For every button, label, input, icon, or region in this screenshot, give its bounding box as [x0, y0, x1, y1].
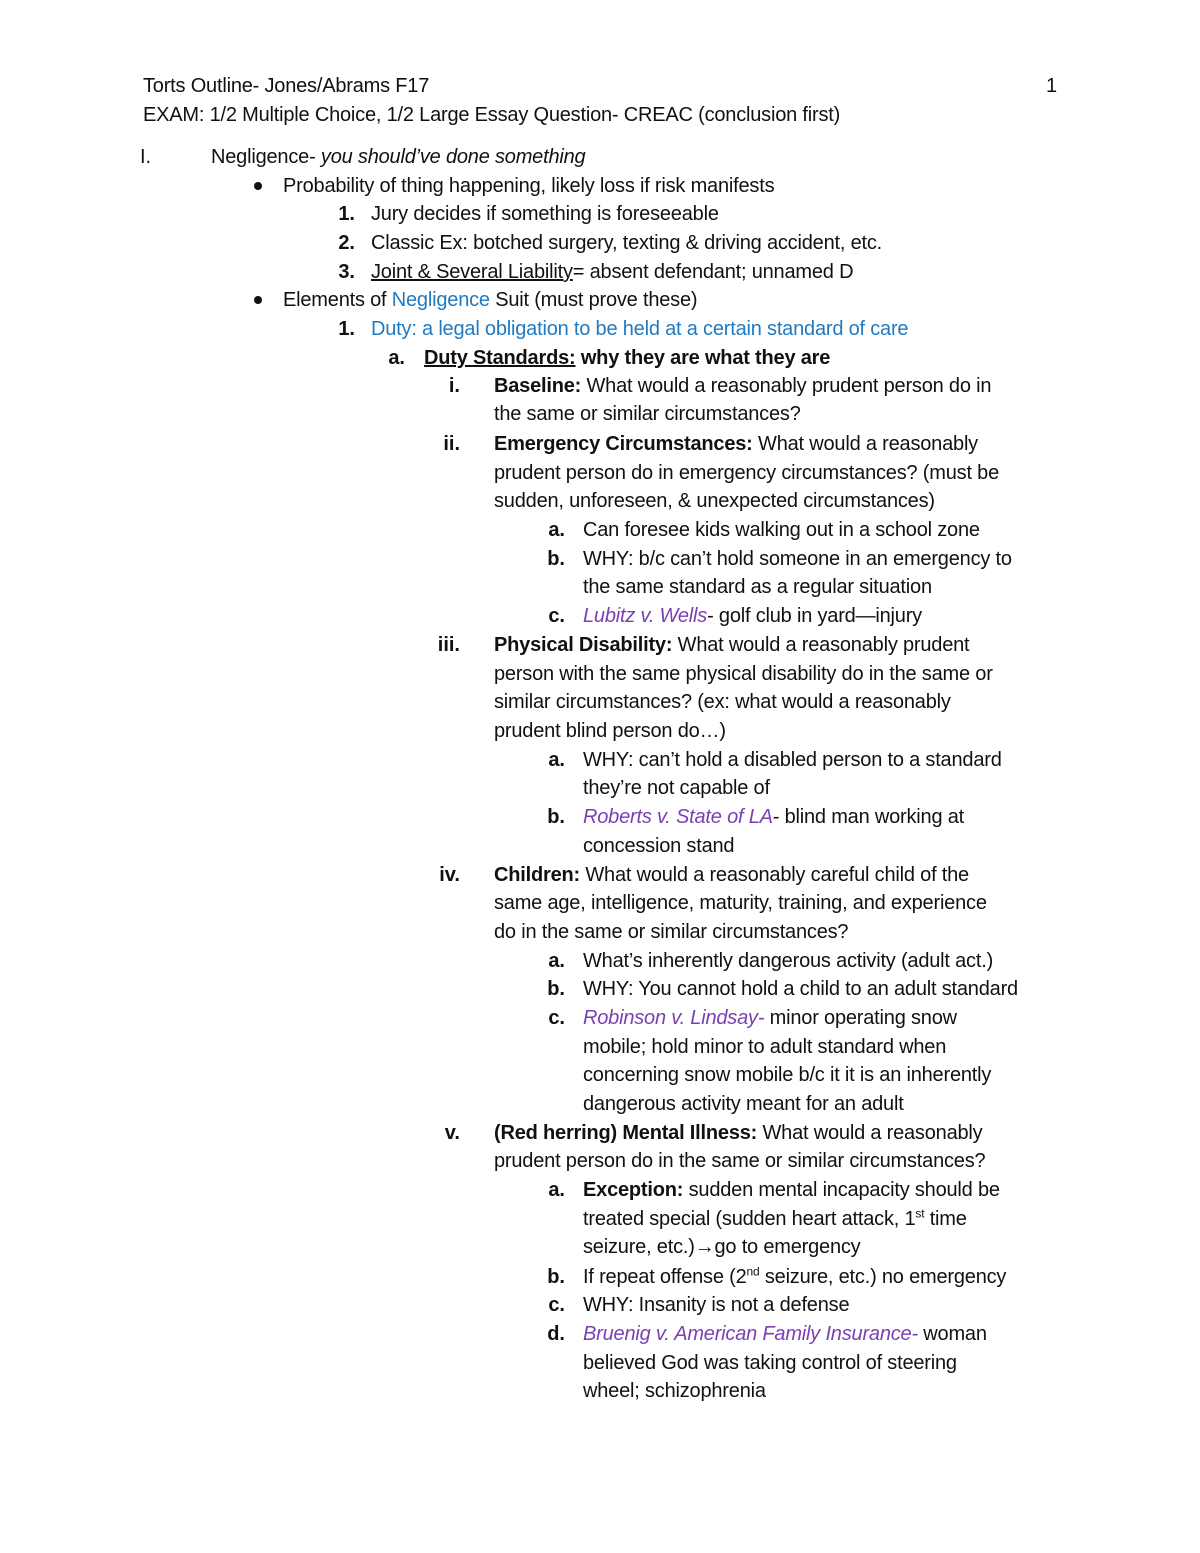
- case-summary: woman: [917, 1323, 987, 1345]
- elements-highlight: Negligence: [391, 289, 490, 311]
- list-item-joint-several: [371, 258, 853, 286]
- document-title: Torts Outline- Jones/Abrams F17: [143, 75, 430, 97]
- baseline-text: What would a reasonably prudent person do in: [581, 375, 992, 397]
- duty-standards-label: Duty Standards:: [424, 347, 576, 369]
- page-number: 1: [1046, 75, 1057, 97]
- list-item-jury: Jury decides if something is foreseeable: [371, 203, 719, 225]
- list-marker: d.: [547, 1323, 565, 1345]
- children-sub-c-line-3: concerning snow mobile b/c it it is an inherently: [583, 1064, 992, 1086]
- emergency-text: What would a reasonably: [752, 433, 978, 455]
- repeat-text-b: seizure, etc.) no emergency: [759, 1266, 1007, 1288]
- exception-text: sudden mental incapacity should be: [683, 1179, 1000, 1201]
- list-marker: v.: [444, 1122, 460, 1144]
- list-marker: iv.: [439, 864, 460, 886]
- mental-label: (Red herring) Mental Illness:: [494, 1122, 758, 1144]
- list-marker: b.: [547, 806, 565, 828]
- mental-sub-c: WHY: Insanity is not a defense: [583, 1294, 850, 1316]
- exception-text-2a: treated special (sudden heart attack, 1: [583, 1208, 916, 1230]
- list-marker: 3.: [338, 261, 355, 283]
- physical-text: What would a reasonably prudent: [672, 634, 970, 656]
- duty-standards-heading: [424, 344, 830, 372]
- duty-standards-text: why they are what they are: [575, 347, 831, 369]
- mental-sub-d-line-3: wheel; schizophrenia: [583, 1380, 766, 1402]
- term-joint-several: Joint & Several Liability: [371, 261, 573, 283]
- physical-label: Physical Disability:: [494, 634, 673, 656]
- list-marker: c.: [548, 605, 565, 627]
- list-marker: 2.: [338, 232, 355, 254]
- baseline-line-2: the same or similar circumstances?: [494, 403, 801, 425]
- list-marker: a.: [548, 519, 565, 541]
- ordinal-suffix: st: [915, 1206, 925, 1221]
- children-line-2: same age, intelligence, maturity, training, and experience: [494, 892, 987, 914]
- case-summary: minor operating snow: [764, 1007, 957, 1029]
- list-item-classic-ex: Classic Ex: botched surgery, texting & driving accident, etc.: [371, 232, 883, 254]
- physical-line-4: prudent blind person do…): [494, 720, 726, 742]
- section-heading-negligence: [211, 143, 585, 171]
- case-name: Bruenig v. American Family Insurance-: [583, 1323, 918, 1345]
- children-sub-c-line-2: mobile; hold minor to adult standard when: [583, 1036, 947, 1058]
- list-marker: i.: [448, 375, 460, 397]
- bullet-elements: [283, 286, 697, 314]
- list-marker: c.: [548, 1294, 565, 1316]
- mental-line-1: [494, 1119, 982, 1147]
- children-sub-c-line-1: [583, 1004, 957, 1032]
- exam-format-line: EXAM: 1/2 Multiple Choice, 1/2 Large Essay Question- CREAC (conclusion first): [143, 104, 841, 126]
- physical-sub-b-line-2: concession stand: [583, 835, 735, 857]
- emergency-line-1: [494, 430, 978, 458]
- physical-line-2: person with the same physical disability do in the same or: [494, 663, 993, 685]
- section-subtitle: you should’ve done something: [315, 146, 586, 168]
- exception-label: Exception:: [583, 1179, 684, 1201]
- emergency-line-2: prudent person do in emergency circumstances? (must be: [494, 462, 1000, 484]
- mental-sub-a-line-2: [583, 1205, 967, 1233]
- emergency-sub-b-line-2: the same standard as a regular situation: [583, 576, 932, 598]
- physical-line-3: similar circumstances? (ex: what would a reasonably: [494, 691, 951, 713]
- list-marker: b.: [547, 1266, 565, 1288]
- list-marker: c.: [548, 1007, 565, 1029]
- children-text: What would a reasonably careful child of the: [579, 864, 969, 886]
- mental-line-2: prudent person do in the same or similar circumstances?: [494, 1150, 986, 1172]
- bullet-icon: [254, 182, 262, 190]
- mental-sub-d-line-1: [583, 1320, 987, 1348]
- mental-sub-b: [583, 1263, 1006, 1291]
- case-summary: - golf club in yard—injury: [707, 605, 922, 627]
- mental-sub-a-line-3: [583, 1233, 860, 1261]
- exception-text-3b: go to emergency: [714, 1236, 861, 1258]
- case-name: Roberts v. State of LA: [583, 806, 773, 828]
- children-line-3: do in the same or similar circumstances?: [494, 921, 849, 943]
- bullet-icon: [254, 296, 262, 304]
- children-sub-a: What’s inherently dangerous activity (adult act.): [583, 950, 994, 972]
- case-summary: - blind man working at: [772, 806, 965, 828]
- baseline-label: Baseline:: [494, 375, 582, 397]
- children-sub-c-line-4: dangerous activity meant for an adult: [583, 1093, 904, 1115]
- elements-pre: Elements of: [283, 289, 392, 311]
- case-name: Lubitz v. Wells: [583, 605, 708, 627]
- emergency-sub-b-line-1: WHY: b/c can’t hold someone in an emergency to: [583, 548, 1012, 570]
- section-marker: I.: [140, 146, 152, 168]
- emergency-sub-a: Can foresee kids walking out in a school zone: [583, 519, 980, 541]
- exception-text-3a: seizure, etc.): [583, 1236, 695, 1258]
- list-marker: iii.: [437, 634, 460, 656]
- bullet-probability: Probability of thing happening, likely loss if risk manifests: [283, 175, 775, 197]
- emergency-line-3: sudden, unforeseen, & unexpected circumstances): [494, 490, 935, 512]
- mental-sub-a-line-1: [583, 1176, 1000, 1204]
- list-marker: a.: [548, 950, 565, 972]
- repeat-text-a: If repeat offense (2: [583, 1266, 747, 1288]
- exception-text-2b: time: [924, 1208, 967, 1230]
- elements-post: Suit (must prove these): [489, 289, 698, 311]
- duty-heading: Duty: a legal obligation to be held at a certain standard of care: [371, 318, 909, 340]
- children-sub-b: WHY: You cannot hold a child to an adult standard: [583, 978, 1018, 1000]
- physical-sub-a-line-1: WHY: can’t hold a disabled person to a standard: [583, 749, 1002, 771]
- list-marker: ii.: [443, 433, 460, 455]
- list-marker: a.: [548, 749, 565, 771]
- children-line-1: [494, 861, 969, 889]
- mental-sub-d-line-2: believed God was taking control of steering: [583, 1352, 957, 1374]
- physical-sub-b-line-1: [583, 803, 964, 831]
- physical-sub-a-line-2: they’re not capable of: [583, 777, 770, 799]
- children-label: Children:: [494, 864, 580, 886]
- baseline-line-1: [494, 372, 991, 400]
- term-definition: = absent defendant; unnamed D: [572, 261, 854, 283]
- arrow-right-icon: →: [694, 1236, 715, 1258]
- list-marker: 1.: [338, 203, 355, 225]
- list-marker: b.: [547, 548, 565, 570]
- list-marker: 1.: [338, 318, 355, 340]
- list-marker: a.: [548, 1179, 565, 1201]
- emergency-label: Emergency Circumstances:: [494, 433, 753, 455]
- mental-text: What would a reasonably: [757, 1122, 983, 1144]
- emergency-sub-c: [583, 602, 922, 630]
- list-marker: b.: [547, 978, 565, 1000]
- ordinal-suffix: nd: [746, 1264, 760, 1279]
- list-marker: a.: [388, 347, 405, 369]
- section-title: Negligence-: [211, 146, 316, 168]
- physical-line-1: [494, 631, 969, 659]
- case-name: Robinson v. Lindsay-: [583, 1007, 765, 1029]
